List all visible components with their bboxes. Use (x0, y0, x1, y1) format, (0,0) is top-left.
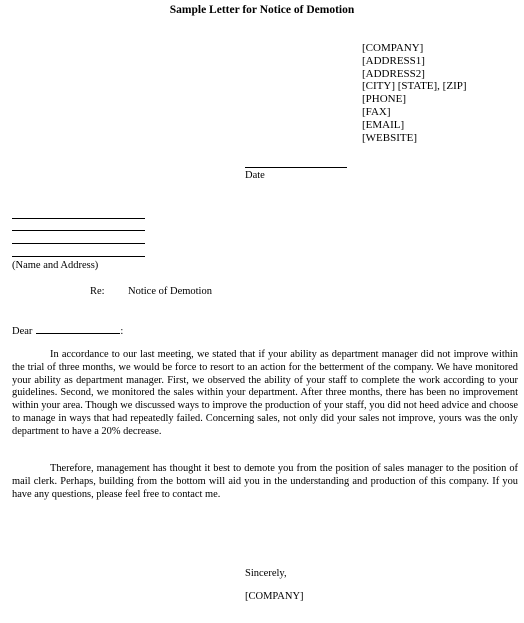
company-name: [COMPANY] (362, 42, 424, 54)
re-subject: Notice of Demotion (128, 286, 212, 297)
salutation-word: Dear (12, 326, 33, 337)
body-paragraph-1: In accordance to our last meeting, we stated that if your ability as department manager did not improve within the trial of three months, we would be force to resort to an action for the betterment of the company. We have monitored your ability as department manager. First, we observed the ability of your staff to complete the work according to your guidelines. Second, we monitored the sales within your department. After three months, there has been no improvement within your area. Though we discussed ways to improve the production of your staff, you did not heed advice and choose to manage in ways that had repeatedly failed. Concerning sales, not only did your sales not improve, yours was the only department to have a 20% decrease. (12, 349, 518, 437)
subject-line (90, 286, 212, 297)
salutation (12, 324, 123, 337)
company-fax: [FAX] (362, 105, 391, 118)
closing: Sincerely, (245, 568, 287, 579)
recipient-address-line (12, 243, 145, 244)
company-address2: [ADDRESS2] (362, 67, 425, 80)
recipient-address-line (12, 230, 145, 231)
document-title: Sample Letter for Notice of Demotion (169, 4, 355, 16)
company-website: [WEBSITE] (362, 131, 417, 144)
body-paragraph-2: Therefore, management has thought it best to demote you from the position of sales manager to the position of mail clerk. Perhaps, building from the bottom will aid you in the understanding and production of this company. If you have any questions, please feel free to contact me. (12, 463, 518, 500)
company-address-block (362, 42, 467, 144)
recipient-address-line (12, 218, 145, 219)
date-blank-line (245, 167, 347, 168)
company-city-state-zip: [CITY] [STATE], [ZIP] (362, 80, 467, 93)
company-address1: [ADDRESS1] (362, 54, 425, 67)
date-label: Date (245, 170, 265, 181)
salutation-colon: : (120, 326, 124, 337)
salutation-blank-line (36, 324, 120, 334)
company-phone: [PHONE] (362, 93, 406, 106)
name-address-label: (Name and Address) (12, 260, 99, 271)
signature-company: [COMPANY] (245, 591, 304, 602)
re-label: Re: (90, 286, 105, 297)
recipient-address-line (12, 256, 145, 257)
company-email: [EMAIL] (362, 118, 405, 131)
